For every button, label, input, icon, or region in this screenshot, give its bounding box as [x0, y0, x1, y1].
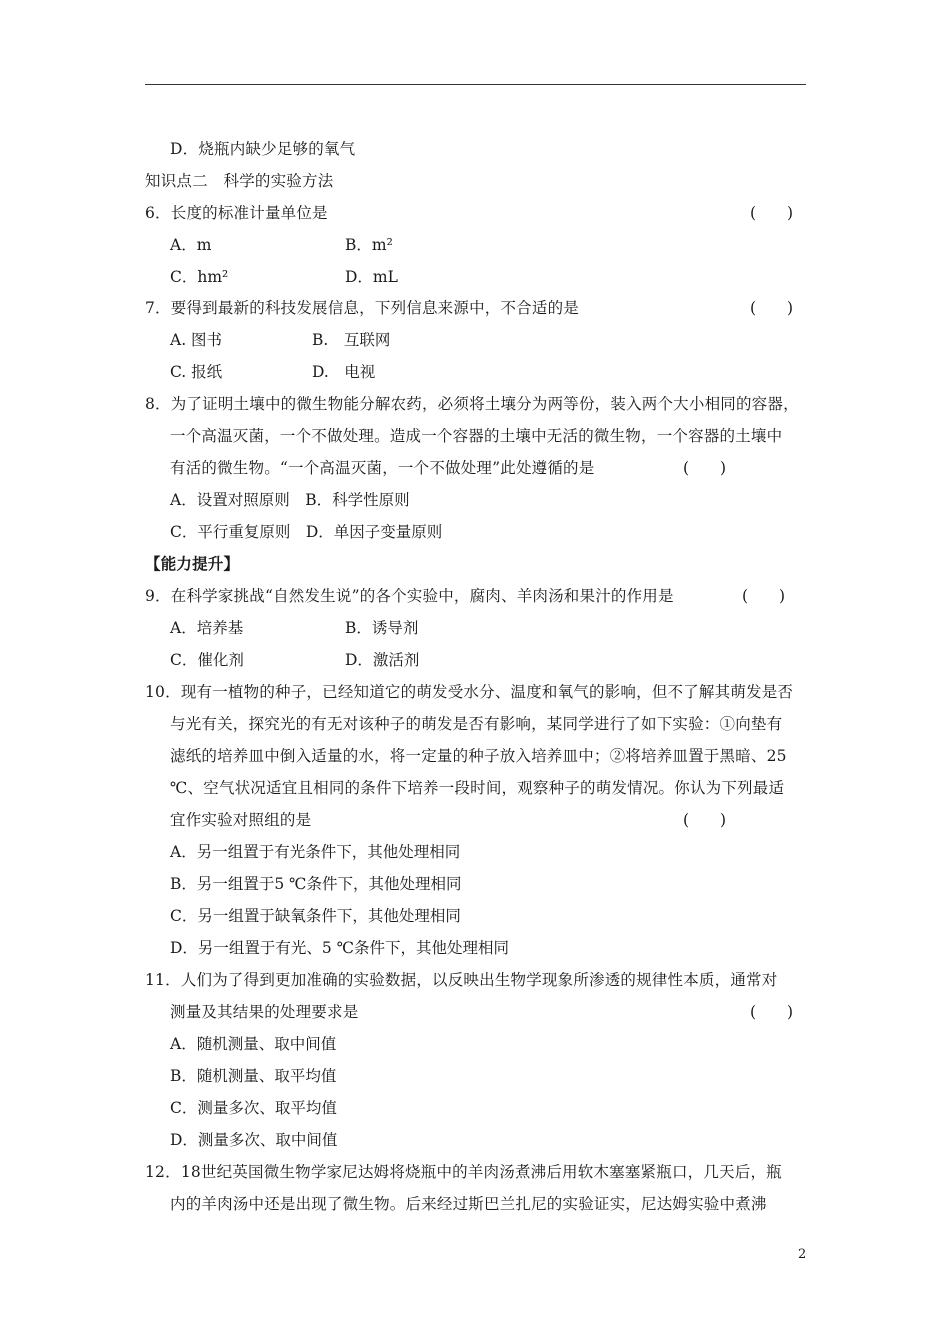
section-heading-3: 【能力提升】	[145, 554, 240, 573]
q6-option-a: A．m	[170, 236, 212, 254]
q11-option-b: B．随机测量、取平均值	[170, 1067, 337, 1085]
q7-stem: 7．要得到最新的科技发展信息，下列信息来源中，不合适的是	[145, 299, 579, 317]
section-heading-2: 知识点二 科学的实验方法	[145, 172, 334, 190]
q10-option-d: D．另一组置于有光、5 ℃条件下，其他处理相同	[170, 939, 510, 957]
q7-option-d: D. 电视	[312, 363, 376, 381]
q9-option-a: A．培养基	[170, 619, 244, 637]
q10-option-c: C．另一组置于缺氧条件下，其他处理相同	[170, 907, 461, 925]
q9-stem: 9．在科学家挑战“自然发生说”的各个实验中，腐肉、羊肉汤和果汁的作用是	[145, 587, 674, 605]
q7-option-b: B. 互联网	[312, 331, 391, 349]
q12-line-2: 内的羊肉汤中还是出现了微生物。后来经过斯巴兰扎尼的实验证实，尼达姆实验中煮沸	[170, 1195, 767, 1213]
q6-answer-blank: ( )	[750, 204, 794, 222]
q11-option-d: D．测量多次、取中间值	[170, 1131, 338, 1149]
q9-option-b: B．诱导剂	[345, 619, 419, 637]
page-number: 2	[798, 1247, 807, 1262]
q11-answer-blank: ( )	[750, 1003, 794, 1021]
q10-answer-blank: ( )	[683, 811, 727, 829]
q8-options-ab: A．设置对照原则 B．科学性原则	[170, 491, 410, 509]
prev-option-d: D．烧瓶内缺少足够的氧气	[170, 140, 356, 158]
q10-line-5: 宜作实验对照组的是	[170, 811, 312, 829]
q8-options-cd: C．平行重复原则 D．单因子变量原则	[170, 523, 443, 541]
q8-line-3: 有活的微生物。“一个高温灭菌，一个不做处理”此处遵循的是	[170, 459, 595, 477]
q10-line-4: ℃、空气状况适宜且相同的条件下培养一段时间，观察种子的萌发情况。你认为下列最适	[170, 779, 785, 797]
q12-line-1: 12．18世纪英国微生物学家尼达姆将烧瓶中的羊肉汤煮沸后用软木塞塞紧瓶口，几天后，瓶	[145, 1163, 782, 1181]
header-rule	[145, 84, 806, 85]
q10-option-a: A．另一组置于有光条件下，其他处理相同	[170, 843, 461, 861]
q7-answer-blank: ( )	[750, 299, 794, 317]
q10-option-b: B．另一组置于5 ℃条件下，其他处理相同	[170, 875, 462, 893]
q9-option-c: C．催化剂	[170, 651, 244, 669]
q11-option-a: A．随机测量、取中间值	[170, 1035, 337, 1053]
q6-stem: 6．长度的标准计量单位是	[145, 204, 328, 222]
q10-line-1: 10．现有一植物的种子，已经知道它的萌发受水分、温度和氧气的影响，但不了解其萌发是否	[145, 683, 794, 701]
q8-line-1: 8．为了证明土壤中的微生物能分解农药，必须将土壤分为两等份，装入两个大小相同的容器，	[145, 395, 799, 413]
q6-option-c: C．hm²	[170, 268, 229, 286]
q10-line-3: 滤纸的培养皿中倒入适量的水，将一定量的种子放入培养皿中；②将培养皿置于黑暗、25	[170, 747, 787, 765]
q7-option-c: C. 报纸	[170, 363, 223, 381]
q8-answer-blank: ( )	[683, 459, 727, 477]
q11-option-c: C．测量多次、取平均值	[170, 1099, 337, 1117]
q8-line-2: 一个高温灭菌，一个不做处理。造成一个容器的土壤中无活的微生物，一个容器的土壤中	[170, 427, 783, 445]
q6-option-b: B．m²	[345, 236, 393, 254]
q11-line-1: 11．人们为了得到更加准确的实验数据，以反映出生物学现象所渗透的规律性本质，通常对	[145, 971, 778, 989]
q10-line-2: 与光有关，探究光的有无对该种子的萌发是否有影响，某同学进行了如下实验：①向垫有	[170, 715, 783, 733]
q7-option-a: A. 图书	[170, 331, 223, 349]
q9-option-d: D．激活剂	[345, 651, 420, 669]
q6-option-d: D．mL	[345, 268, 398, 286]
q11-line-2: 测量及其结果的处理要求是	[170, 1003, 359, 1021]
q9-answer-blank: ( )	[742, 587, 786, 605]
